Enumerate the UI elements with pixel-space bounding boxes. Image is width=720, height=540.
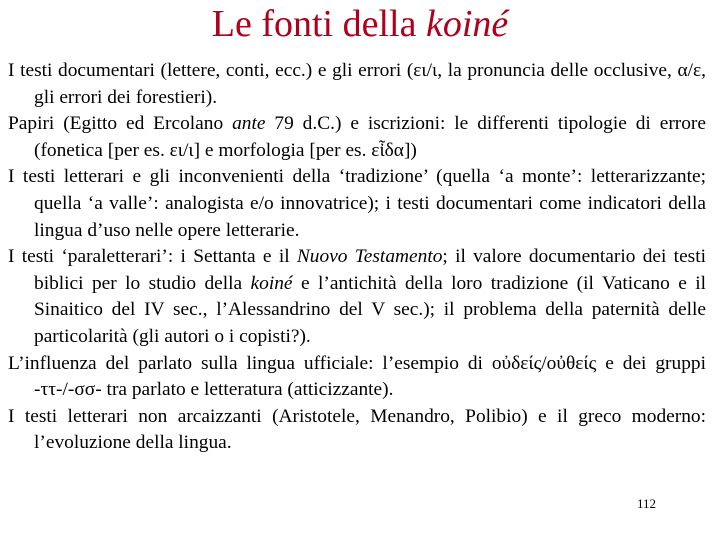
paragraph-4-part-c: e l’antichità della loro tradizione (il Vaticano e il Sinaitico del IV sec., l’Alessandrino del V sec.); il problema della paternità delle particolarità (gli autori o i copisti?). bbox=[34, 272, 707, 347]
slide-title bbox=[0, 2, 720, 46]
paragraph-4 bbox=[8, 244, 706, 350]
paragraph-5: L’influenza del parlato sulla lingua ufficiale: l’esempio di οὐδείς/οὐθείς e dei gruppi ‑ττ‑/‑σσ‑ tra parlato e letteratura (atticizzante). bbox=[8, 352, 706, 401]
paragraph-4-part-b: ; il valore documentario dei testi biblici per lo studio della bbox=[34, 246, 706, 294]
paragraph-2-part-b: 79 d.C.) e iscrizioni: le differenti tipologie di errore (fonetica [per es. ει/ι] e morfologia [per es. εἶδα]) bbox=[34, 113, 706, 161]
title-plain: Le fonti della bbox=[211, 3, 426, 45]
slide-body bbox=[8, 58, 706, 457]
paragraph-4-koine: koiné bbox=[250, 272, 293, 294]
title-italic: koiné bbox=[425, 3, 509, 45]
paragraph-2-ante: ante bbox=[232, 113, 266, 135]
paragraph-4-nuovo-testamento: Nuovo Testamento bbox=[296, 246, 443, 268]
paragraph-4-part-a: I testi ‘paraletterari’: i Settanta e il bbox=[8, 246, 297, 268]
paragraph-1: I testi documentari (lettere, conti, ecc.) e gli errori (ει/ι, la pronuncia delle occlusive, α/ε, gli errori dei forestieri). bbox=[8, 60, 706, 108]
paragraph-6: I testi letterari non arcaizzanti (Aristotele, Menandro, Polibio) e il greco moderno: l’evoluzione della lingua. bbox=[8, 405, 706, 454]
paragraph-3: I testi letterari e gli inconvenienti della ‘tradizione’ (quella ‘a monte’: letterarizzante; quella ‘a valle’: analogista e/o innovatrice); i testi documentari come indicatori della lingua d’uso nelle opere letterarie. bbox=[8, 166, 706, 241]
paragraph-2 bbox=[8, 111, 706, 164]
page-number: 112 bbox=[637, 496, 657, 511]
paragraph-2-part-a: Papiri (Egitto ed Ercolano bbox=[8, 113, 233, 135]
